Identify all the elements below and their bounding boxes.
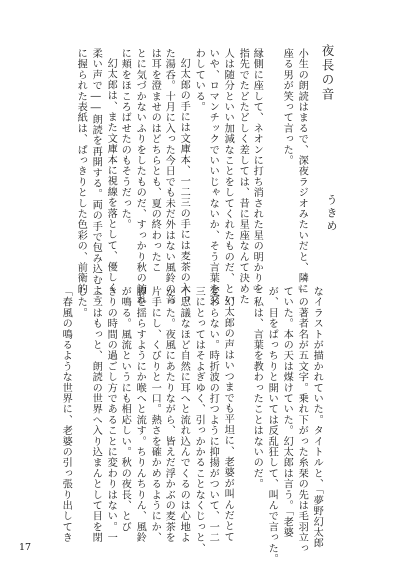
text-line: が鳴る。風流というにも相応しい。秋の夜長、とび [119, 286, 131, 533]
text-line: 幻太郎の手には文庫本、一二三の手には麦茶の入っ [178, 58, 190, 305]
text-line: 変わらない。時折波の打つように抑揚がついて、一二 [207, 286, 219, 543]
story-title: 夜長の音 [320, 44, 335, 102]
text-line: 片手にし、くびりと一口。熱さを確かめるようにか、 [149, 286, 161, 543]
text-line: なイラストが描かれていた。タイトルと、「夢野幻太郎 [311, 286, 323, 549]
author-name: うきめ [325, 194, 338, 233]
text-line: 」の著者名が五文字。乗れ下がった糸栞の先は毛羽立っ [296, 286, 308, 554]
text-line: ていた。本の天は煤けていた。幻太郎は言う。「老婆 [281, 286, 293, 538]
text-line: 二三はもっと、朗読の世界へ入り込まんとして目を閉 [90, 286, 102, 543]
text-line: わしている。 [193, 48, 205, 113]
text-line: 柔い声で――朗読を再開する。両の手で包み込むよう [90, 48, 102, 307]
text-line: 縁側に座して、ネオンに打ち消された星の明かりを [251, 48, 263, 295]
text-line: きりの時間の過ごし方であることに変わりはない。一 [105, 286, 117, 543]
text-line: 三にとってはそよぎゆく、引っかかることなくじっと、 [193, 286, 205, 554]
text-line: かった。夜風にあたりながら、皆えだ浮かぶの麦茶を [163, 286, 175, 543]
text-line: 小生の朗読はまるで、深夜ラジオみたいだと、隣に [296, 48, 308, 295]
text-line: じた。 [75, 286, 87, 319]
text-line: とに気づかないふりをしたものだ、すっかり秋の訪れ [134, 48, 146, 305]
text-line: 幻太郎の声はいつまでも平坦に、老婆が叫んだとて [222, 296, 234, 543]
text-line: 幻太郎は、また文庫本に視線を落として、優しく [105, 58, 117, 294]
page-number: 17 [19, 542, 32, 553]
text-line: た湯呑。十月に入った今日でも未だ外はない風鈴の音 [163, 48, 175, 305]
text-line: 人は随分といい加減なことをしてくれたものだ、とい [222, 48, 234, 305]
text-line: 」私は、言葉を教わったことはないのだ。 [251, 286, 263, 490]
text-line: は耳を澄ませのはどちらとも、夏の終わったこ [149, 48, 161, 273]
text-line: 脚を揺らすようにか喉へと流す。ちりんちりん、風鈴 [134, 286, 146, 543]
text-line: が、目をぱっちりと開いては反乱狂して、叫んで言った。 [266, 286, 278, 565]
text-line: いや、ロマンチックでいいじゃないか、そう言葉を交 [207, 48, 219, 305]
text-line: 座る男が笑って言った。 [281, 48, 293, 166]
text-line: 指先でたどたどしく差しては、昔に星座なんて決めた [237, 48, 249, 305]
text-line: 不思議なほど自然に耳へと流れ込んでくるのは心地よ [178, 286, 190, 543]
text-line: 「春風の鳴るような世界に、老婆の引っ張り出してき [60, 286, 72, 543]
text-line: に頬をほころばせたのもそうだった。 [119, 48, 131, 230]
text-line: に握られた表紙は、ぱっきりとした色彩の、前衛的 [75, 48, 87, 295]
